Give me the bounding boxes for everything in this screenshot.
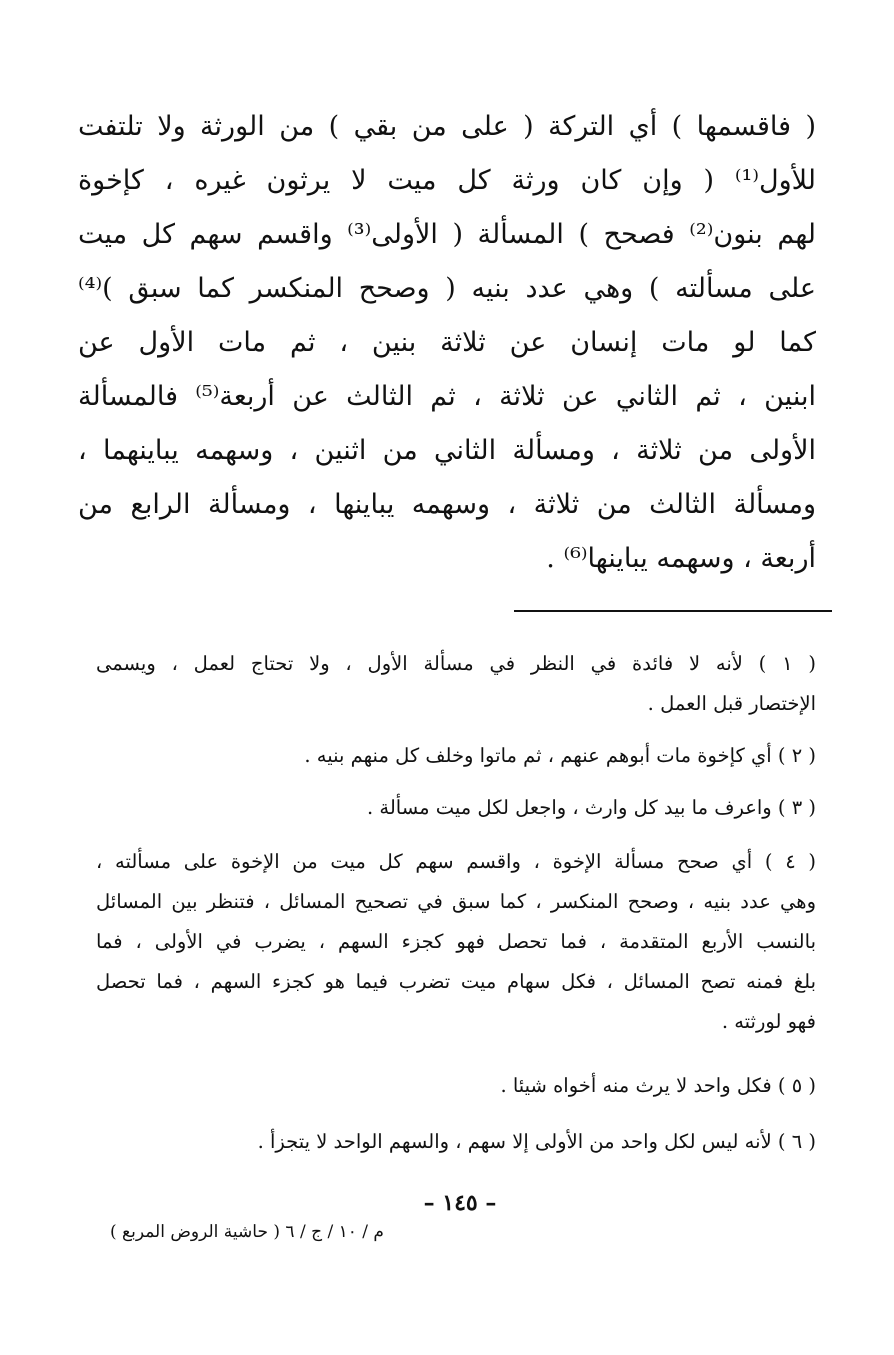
main-text-line: أربعة ، وسهمه يباينها⁽⁶⁾ . — [546, 543, 816, 574]
footnote-line: ( ٦ ) لأنه ليس لكل واحد من الأولى إلا سهم ، والسهم الواحد لا يتجزأ . — [257, 1130, 816, 1153]
footnote-6 — [96, 1122, 816, 1162]
footnote-line: بالنسب الأربع المتقدمة ، فما تحصل فهو كجزء السهم ، يضرب في الأولى ، فما — [96, 930, 816, 953]
footnote-line: ( ٤ ) أي صحح مسألة الإخوة ، واقسم سهم كل ميت من الإخوة على مسألته ، — [96, 850, 817, 873]
main-text-line: كما لو مات إنسان عن ثلاثة بنين ، ثم مات الأول عن — [78, 327, 816, 358]
page-number: – ١٤٥ – — [423, 1190, 497, 1216]
footnote-line: الإختصار قبل العمل . — [647, 692, 816, 715]
footnote-line: ( ١ ) لأنه لا فائدة في النظر في مسألة الأول ، ولا تحتاج لعمل ، ويسمى — [96, 652, 816, 675]
footnote-line: فهو لورثته . — [721, 1010, 816, 1033]
footnote-separator — [514, 610, 832, 612]
footnote-1 — [96, 644, 816, 724]
main-text-line: لهم بنون⁽²⁾ فصحح ) المسألة ( الأولى⁽³⁾ واقسم سهم كل ميت — [78, 219, 816, 250]
footnote-line: بلغ فمنه تصح المسائل ، فكل سهام ميت تضرب فيما هو كجزء السهم ، فما تحصل — [96, 970, 816, 993]
main-text-line: ابنين ، ثم الثاني عن ثلاثة ، ثم الثالث عن أربعة⁽⁵⁾ فالمسألة — [78, 381, 816, 412]
footnote-line: ( ٥ ) فكل واحد لا يرث منه أخواه شيئا . — [500, 1074, 816, 1097]
main-text-line: على مسألته ) وهي عدد بنيه ( وصحح المنكسر كما سبق )⁽⁴⁾ — [78, 273, 816, 304]
footnote-line: وهي عدد بنيه ، وصحح المنكسر ، كما سبق في تصحيح المسائل ، فتنظر بين المسائل — [96, 890, 816, 913]
footnote-4 — [96, 842, 816, 1042]
footnote-3 — [96, 788, 816, 828]
footnote-line: ( ٣ ) واعرف ما بيد كل وارث ، واجعل لكل ميت مسألة . — [366, 796, 816, 819]
main-text-line: ( فاقسمها ) أي التركة ( على من بقي ) من الورثة ولا تلتفت — [78, 111, 816, 142]
main-text-line: ومسألة الثالث من ثلاثة ، وسهمه يباينها ، ومسألة الرابع من — [78, 489, 816, 520]
main-text-block — [78, 100, 816, 586]
footnote-2 — [96, 736, 816, 776]
printer-signature: م / ١٠ / ج / ٦ ( حاشية الروض المربع ) — [110, 1222, 384, 1242]
main-text-line: للأول⁽¹⁾ ( وإن كان ورثة كل ميت لا يرثون غيره ، كإخوة — [78, 165, 816, 196]
footnote-line: ( ٢ ) أي كإخوة مات أبوهم عنهم ، ثم ماتوا وخلف كل منهم بنيه . — [304, 744, 816, 767]
main-text-line: الأولى من ثلاثة ، ومسألة الثاني من اثنين ، وسهمه يباينهما ، — [78, 435, 816, 466]
footnote-5 — [96, 1066, 816, 1106]
